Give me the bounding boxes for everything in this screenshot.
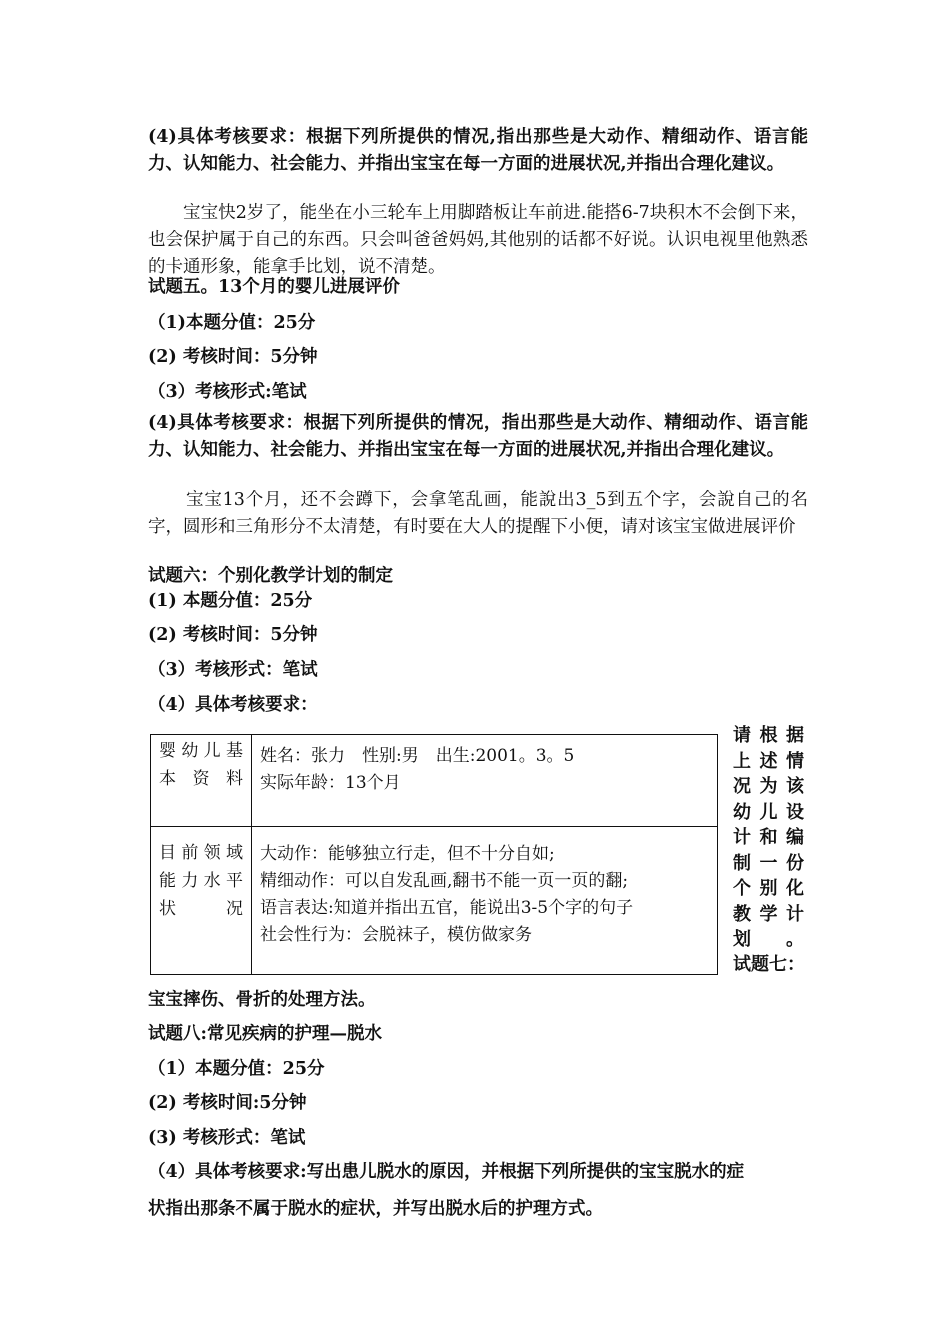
q8-score: （1）本题分值：25分 bbox=[148, 1059, 325, 1079]
table-row bbox=[151, 735, 718, 827]
table-row bbox=[151, 827, 718, 975]
q6-form: （3）考核形式：笔试 bbox=[148, 660, 318, 680]
q7-content: 宝宝摔伤、骨折的处理方法。 bbox=[148, 990, 376, 1010]
ability-line: 大动作：能够独立行走，但不十分自如; bbox=[260, 844, 555, 864]
q7-title: 试题七： bbox=[733, 954, 805, 975]
q5-requirement-text: (4)具体考核要求：根据下列所提供的情况，指出那些是大动作、精细动作、语言能力、认知能力、社会能力、并指出宝宝在每一方面的进展状况,并指出合理化建议。 bbox=[148, 413, 808, 460]
ability-line: 精细动作：可以自发乱画,翻书不能一页一页的翻; bbox=[260, 871, 629, 891]
case-description-2yo: 宝宝快2岁了，能坐在小三轮车上用脚踏板让车前进.能搭6-7块积木不会倒下来，也会保护属于自己的东西。只会叫爸爸妈妈,其他别的话都不好说。认识电视里他熟悉的卡通形象，能拿手比划，说不清楚。 bbox=[148, 203, 808, 277]
child-info-table bbox=[150, 734, 718, 975]
side-instruction-text: 请根据上述情况为该幼儿设计和编制一份个别化教学计划。 bbox=[733, 725, 805, 950]
basic-info-label: 婴幼儿基本资料 bbox=[151, 735, 252, 827]
q4-requirement-text: (4)具体考核要求：根据下列所提供的情况,指出那些是大动作、精细动作、语言能力、认知能力、社会能力、并指出宝宝在每一方面的进展状况,并指出合理化建议。 bbox=[148, 127, 808, 174]
ability-line: 语言表达:知道并指出五官，能说出3-5个字的句子 bbox=[260, 898, 634, 918]
q6-requirement: （4）具体考核要求： bbox=[148, 695, 318, 715]
basic-info-value bbox=[252, 735, 718, 827]
q5-score: （1)本题分值：25分 bbox=[148, 313, 316, 333]
q8-title: 试题八:常见疾病的护理—脱水 bbox=[148, 1024, 382, 1044]
q5-time: (2) 考核时间：5分钟 bbox=[148, 347, 318, 367]
q8-form: (3) 考核形式：笔试 bbox=[148, 1128, 306, 1148]
ability-line: 社会性行为：会脱袜子，模仿做家务 bbox=[260, 925, 532, 945]
basic-info-line: 姓名：张力 性别:男 出生:2001。3。5 bbox=[260, 746, 575, 766]
q8-requirement-line2: 状指出那条不属于脱水的症状，并写出脱水后的护理方式。 bbox=[148, 1199, 603, 1219]
q8-requirement-line1: （4）具体考核要求:写出患儿脱水的原因，并根据下列所提供的宝宝脱水的症 bbox=[148, 1162, 745, 1182]
ability-level-label: 目前领域能力水平状况 bbox=[151, 827, 252, 975]
q6-time: (2) 考核时间：5分钟 bbox=[148, 625, 318, 645]
q8-time: (2) 考核时间:5分钟 bbox=[148, 1093, 307, 1113]
q5-form: （3）考核形式:笔试 bbox=[148, 382, 307, 402]
q5-case-description: 宝宝13个月，还不会蹲下，会拿笔乱画，能說出3_5到五个字，会說自己的名字，圆形和三角形分不太清楚，有时要在大人的提醒下小便，请对该宝宝做进展评价 bbox=[148, 490, 808, 537]
ability-level-value bbox=[252, 827, 718, 975]
q6-title: 试题六：个别化教学计划的制定 bbox=[148, 566, 393, 586]
q5-title: 试题五。13个月的婴儿进展评价 bbox=[148, 277, 400, 297]
basic-info-line: 实际年龄：13个月 bbox=[260, 773, 401, 793]
q6-score: (1) 本题分值：25分 bbox=[148, 591, 313, 611]
